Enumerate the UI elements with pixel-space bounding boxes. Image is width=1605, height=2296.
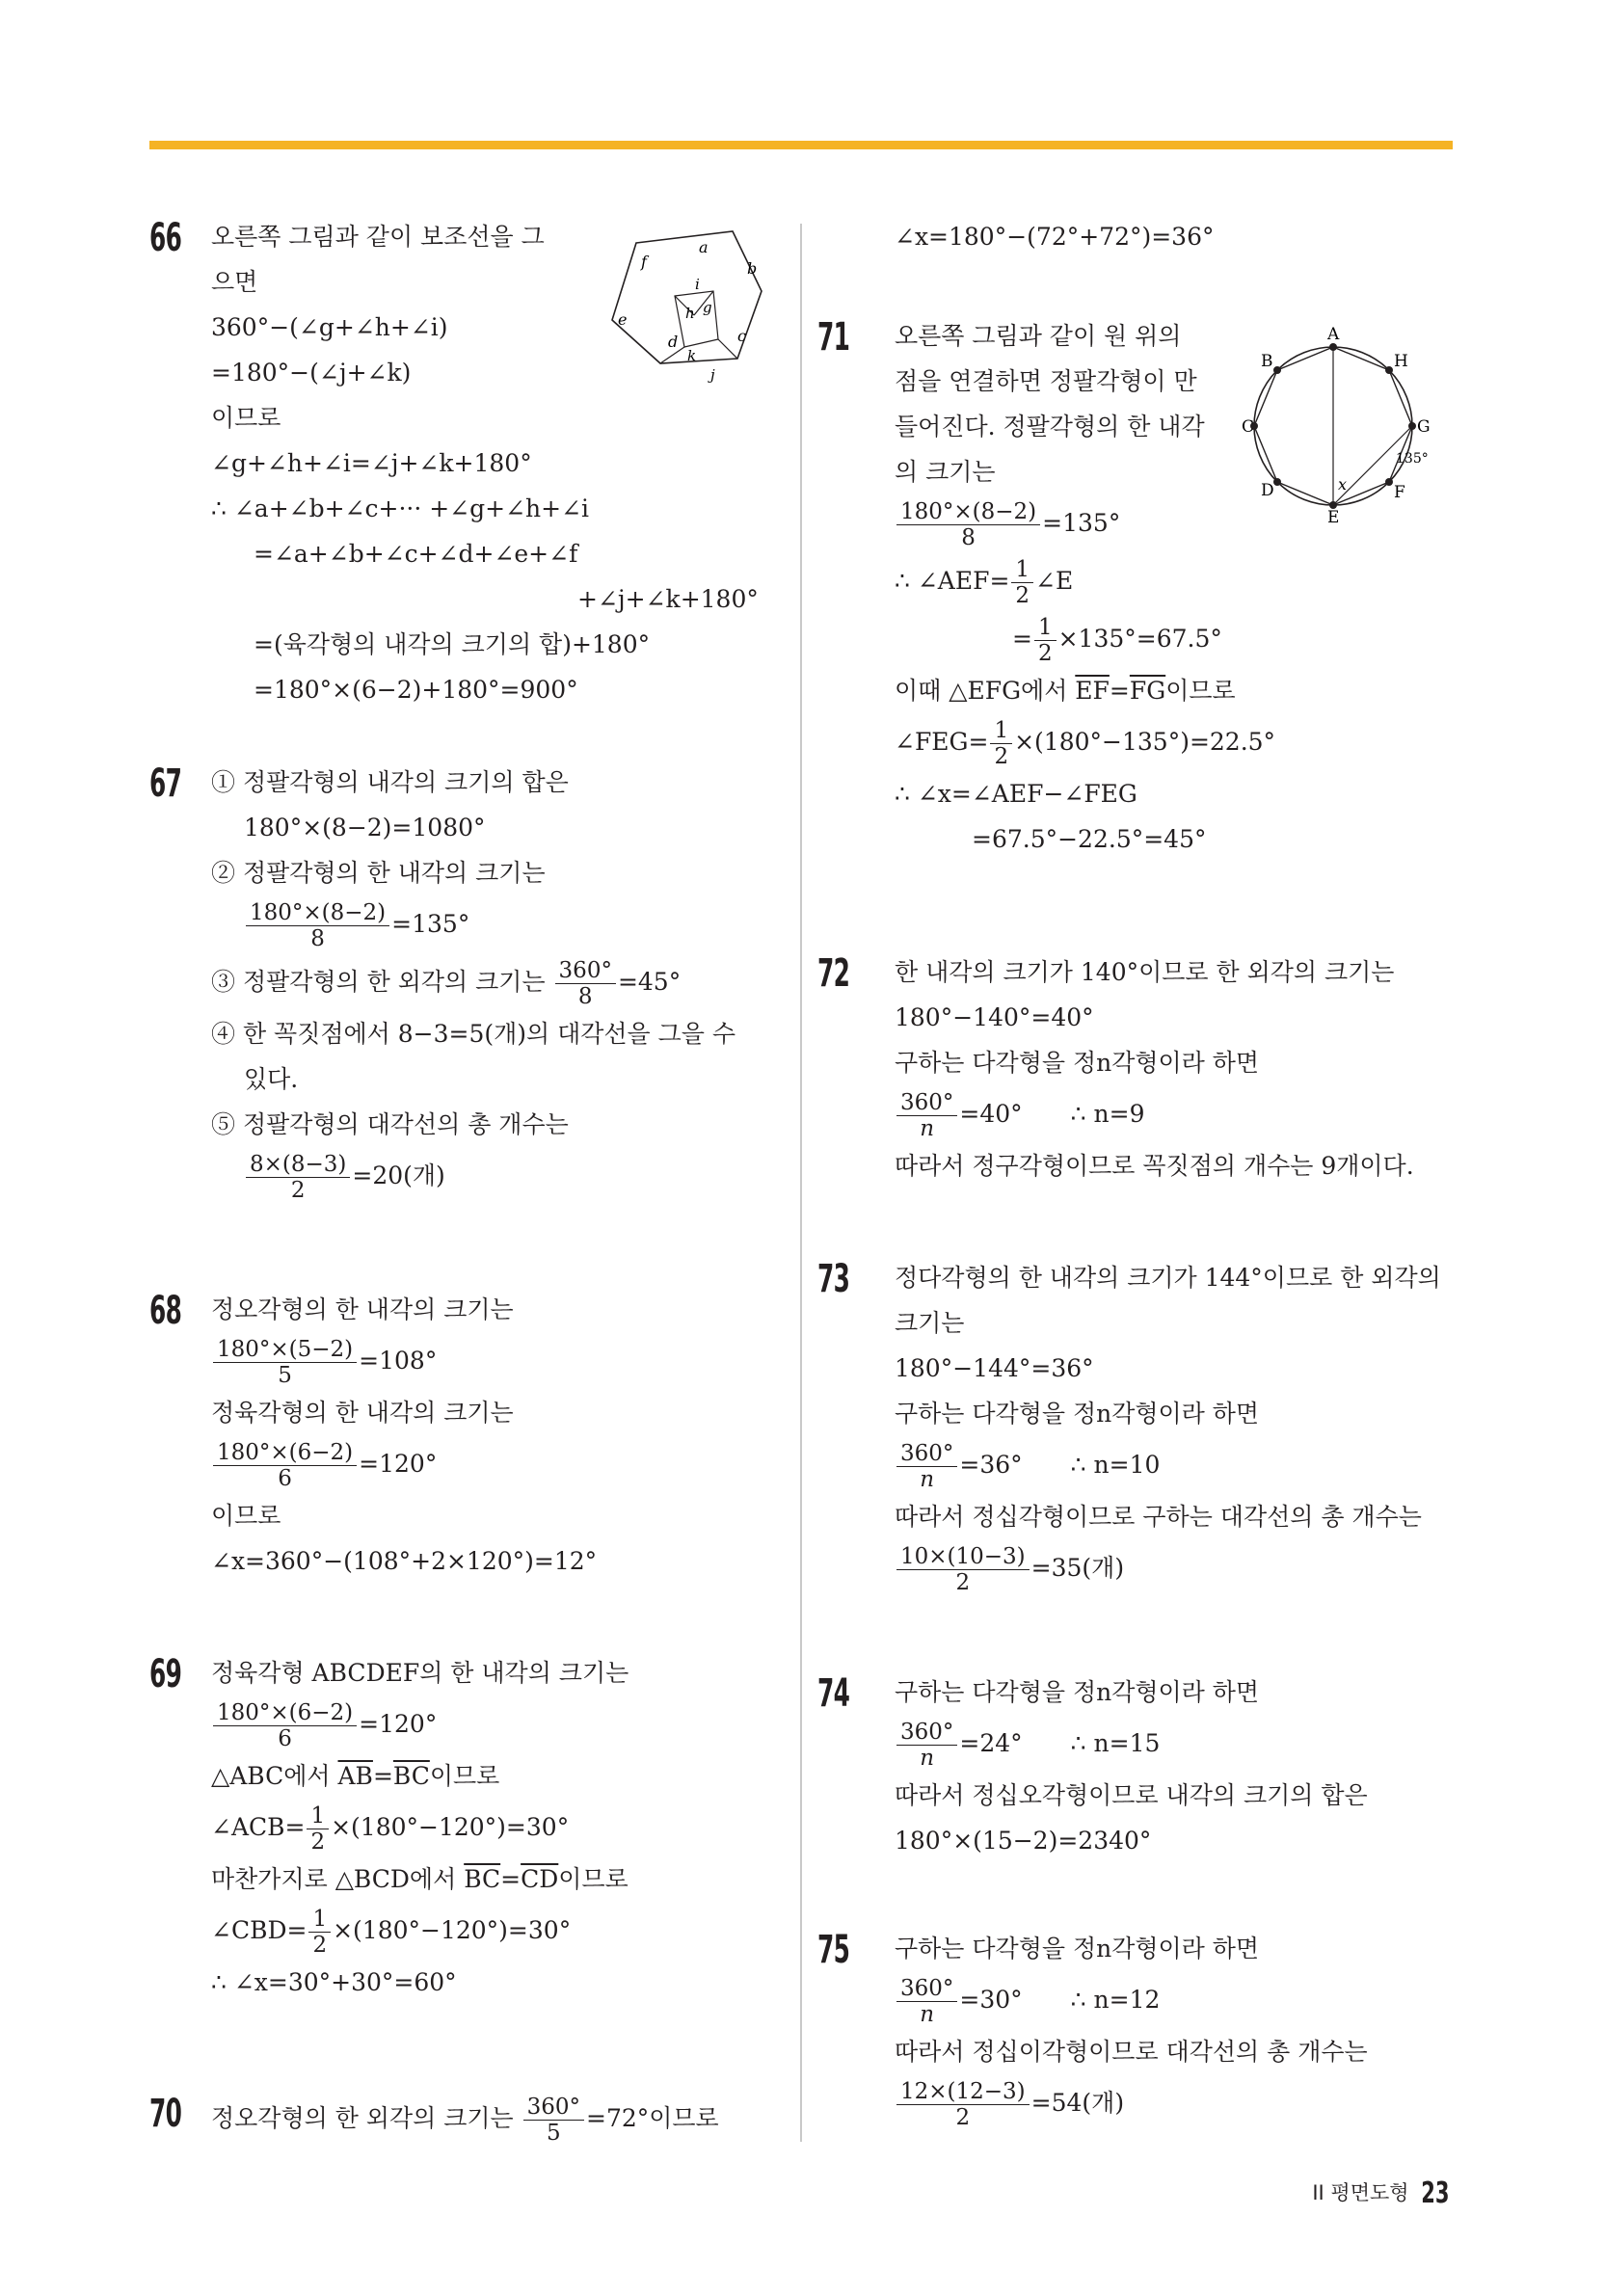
problem-number: 75 xyxy=(817,1928,850,1972)
fraction: $\frac{360^\circ}{8}$ xyxy=(555,958,616,1009)
text-line: 정다각형의 한 내각의 크기가 144°이므로 한 외각의 xyxy=(895,1264,1441,1292)
text-line: 이므로 xyxy=(211,1502,281,1530)
text-line: =67.5°−22.5°=45° xyxy=(972,825,1207,853)
fraction-line: ∴ ∠AEF= $\frac{1}{2}$ ∠E xyxy=(895,557,1074,608)
text-line: =(육각형의 내각의 크기의 합)+180° xyxy=(254,630,651,658)
text-line: 따라서 정십오각형이므로 내각의 크기의 합은 xyxy=(895,1781,1368,1809)
fraction: $\frac{360^\circ}{5}$ xyxy=(523,2095,584,2146)
angle-label: 135° xyxy=(1396,451,1429,467)
text-line: △ABC에서 $\overline{AB}=\overline{BC}$이므로 xyxy=(211,1762,500,1790)
fraction-line: ∠FEG= $\frac{1}{2}$ ×(180°−135°)=22.5° xyxy=(895,718,1276,769)
text-line: 180°−140°=40° xyxy=(895,1003,1094,1031)
text-line: ∠g+∠h+∠i=∠j+∠k+180° xyxy=(211,449,532,477)
fraction: $\frac{1}{2}$ xyxy=(990,718,1012,769)
vertex-label: E xyxy=(1327,508,1340,527)
text-line: 180°×(8−2)=1080° xyxy=(244,814,486,841)
fraction: $\frac{1}{2}$ xyxy=(1034,615,1057,666)
text-line: 180°×(15−2)=2340° xyxy=(895,1827,1152,1855)
page-footer xyxy=(1312,2176,1456,2210)
solution-body xyxy=(211,760,809,1205)
text-line: 있다. xyxy=(244,1065,299,1093)
vertex-label: d xyxy=(668,333,679,351)
problem-number: 68 xyxy=(149,1289,182,1333)
problem-number: 66 xyxy=(149,216,182,260)
solution-body xyxy=(895,214,1492,259)
vertex-label: e xyxy=(618,310,628,329)
text-line: =180°×(6−2)+180°=900° xyxy=(254,676,578,704)
vertex-label: h xyxy=(685,305,695,322)
fraction: $\frac{1}{2}$ xyxy=(1011,557,1033,608)
top-accent-bar xyxy=(149,141,1453,149)
fraction: $\frac{10\times(10-3)}{2}$ xyxy=(896,1544,1030,1595)
text-line: ④ 한 꼭짓점에서 8−3=5(개)의 대각선을 그을 수 xyxy=(211,1020,736,1048)
text-line: 따라서 정십이각형이므로 대각선의 총 개수는 xyxy=(895,2038,1368,2066)
text-line: 구하는 다각형을 정n각형이라 하면 xyxy=(895,1935,1260,1962)
octagon-circle-figure xyxy=(1242,318,1434,530)
vertex-label: a xyxy=(699,238,709,256)
fraction-line: $\frac{12\times(12-3)}{2}$ =54(개) xyxy=(895,2074,1492,2132)
problem-number: 73 xyxy=(817,1257,850,1301)
fraction: $\frac{1}{2}$ xyxy=(308,1907,331,1958)
fraction-line: $\frac{180^\circ\times(8-2)}{8}$ =135° xyxy=(895,494,1492,552)
text-line: 이므로 xyxy=(211,404,281,432)
solution-body xyxy=(211,1650,809,2005)
vertex-label: k xyxy=(687,347,697,364)
text-line: 으면 xyxy=(211,268,258,296)
fraction: $\frac{12\times(12-3)}{2}$ xyxy=(896,2079,1030,2130)
text-line: 180°−144°=36° xyxy=(895,1354,1094,1382)
text-line: 들어진다. 정팔각형의 한 내각 xyxy=(895,413,1205,441)
problem-number: 70 xyxy=(149,2092,182,2136)
problem-number: 72 xyxy=(817,951,850,996)
text-line: 마찬가지로 △BCD에서 $\overline{BC}=\overline{CD}$이므로 xyxy=(211,1865,629,1893)
vertex-label: B xyxy=(1261,352,1273,371)
text-line: 구하는 다각형을 정n각형이라 하면 xyxy=(895,1400,1260,1428)
text-line: 360°−(∠g+∠h+∠i) xyxy=(211,313,448,341)
vertex-label: H xyxy=(1394,352,1408,371)
fraction: $\frac{360^\circ}{n}$ xyxy=(896,1976,957,2027)
text-line: =∠a+∠b+∠c+∠d+∠e+∠f xyxy=(254,540,578,568)
fraction-line: $\frac{360^\circ}{n}$ =40° ∴ n=9 xyxy=(895,1085,1492,1143)
text-line: ∴ ∠x=∠AEF−∠FEG xyxy=(895,780,1137,808)
fraction-line: $\frac{360^\circ}{n}$ =36° ∴ n=10 xyxy=(895,1436,1492,1494)
angle-label: x xyxy=(1338,475,1348,494)
fraction-line: $\frac{180^\circ\times(8-2)}{8}$ =135° xyxy=(211,895,809,953)
section-title: II 평면도형 xyxy=(1312,2181,1409,2204)
text-line: =180°−(∠j+∠k) xyxy=(211,359,412,387)
fraction: $\frac{8\times(8-3)}{2}$ xyxy=(246,1152,350,1203)
solution-body xyxy=(211,2090,809,2148)
text-line: 이때 △EFG에서 $\overline{EF}=\overline{FG}$이므로 xyxy=(895,677,1236,705)
text-line: 오른쪽 그림과 같이 원 위의 xyxy=(895,322,1182,350)
fraction-line: $\frac{10\times(10-3)}{2}$ =35(개) xyxy=(895,1539,1492,1597)
vertex-label: c xyxy=(737,327,746,345)
problem-number: 71 xyxy=(817,315,850,360)
fraction: $\frac{180^\circ\times(6-2)}{6}$ xyxy=(213,1440,357,1491)
vertex-label: g xyxy=(703,299,712,316)
text-line: ② 정팔각형의 한 내각의 크기는 xyxy=(211,859,546,887)
page-number: 23 xyxy=(1421,2176,1450,2210)
vertex-label: G xyxy=(1417,417,1431,437)
problem-number: 69 xyxy=(149,1652,182,1696)
text-line: 오른쪽 그림과 같이 보조선을 그 xyxy=(211,223,545,251)
fraction-line: 정오각형의 한 외각의 크기는 $\frac{360^\circ}{5}$ =72°이므로 xyxy=(211,2095,719,2146)
fraction-line: $\frac{360^\circ}{n}$ =30° ∴ n=12 xyxy=(895,1971,1492,2029)
solution-body xyxy=(895,949,1492,1188)
vertex-label: A xyxy=(1327,325,1340,344)
text-line: 구하는 다각형을 정n각형이라 하면 xyxy=(895,1678,1260,1706)
text-line: 한 내각의 크기가 140°이므로 한 외각의 크기는 xyxy=(895,958,1395,986)
fraction-line: ∠CBD= $\frac{1}{2}$ ×(180°−120°)=30° xyxy=(211,1907,572,1958)
vertex-label: D xyxy=(1261,481,1274,500)
text-line: ⑤ 정팔각형의 대각선의 총 개수는 xyxy=(211,1110,569,1138)
text-line: 따라서 정십각형이므로 구하는 대각선의 총 개수는 xyxy=(895,1503,1422,1531)
fraction: $\frac{1}{2}$ xyxy=(307,1803,329,1855)
solution-body xyxy=(895,1669,1492,1863)
fraction: $\frac{360^\circ}{n}$ xyxy=(896,1090,957,1141)
text-line: 정오각형의 한 내각의 크기는 xyxy=(211,1295,514,1323)
vertex-label: F xyxy=(1394,483,1405,502)
vertex-label: C xyxy=(1242,417,1255,437)
text-line: 점을 연결하면 정팔각형이 만 xyxy=(895,367,1197,395)
fraction: $\frac{180^\circ\times(5-2)}{5}$ xyxy=(213,1337,357,1388)
problem-number: 67 xyxy=(149,761,182,806)
text-line: 따라서 정구각형이므로 꼭짓점의 개수는 9개이다. xyxy=(895,1152,1414,1180)
fraction-line: $\frac{180^\circ\times(6-2)}{6}$ =120° xyxy=(211,1435,809,1493)
fraction: $\frac{180^\circ\times(8-2)}{8}$ xyxy=(896,499,1040,550)
fraction-line: $\frac{180^\circ\times(5-2)}{5}$ =108° xyxy=(211,1332,809,1390)
solution-body xyxy=(211,1287,809,1584)
text-line: ∴ ∠a+∠b+∠c+··· +∠g+∠h+∠i xyxy=(211,494,590,522)
vertex-label: f xyxy=(641,253,647,271)
polygon-figure xyxy=(602,224,776,387)
vertex-label: i xyxy=(695,276,700,293)
text-line: 정육각형의 한 내각의 크기는 xyxy=(211,1399,514,1427)
fraction-line: ∠ACB= $\frac{1}{2}$ ×(180°−120°)=30° xyxy=(211,1803,570,1855)
fraction-line: $\frac{8\times(8-3)}{2}$ =20(개) xyxy=(211,1147,809,1205)
text-line: 정육각형 ABCDEF의 한 내각의 크기는 xyxy=(211,1659,629,1687)
fraction: $\frac{360^\circ}{n}$ xyxy=(896,1720,957,1771)
text-line: ∠x=360°−(108°+2×120°)=12° xyxy=(211,1547,598,1575)
fraction-line: = $\frac{1}{2}$ ×135°=67.5° xyxy=(1012,615,1222,666)
fraction: $\frac{180^\circ\times(8-2)}{8}$ xyxy=(246,900,389,951)
fraction-line: $\frac{180^\circ\times(6-2)}{6}$ =120° xyxy=(211,1695,809,1753)
solution-body xyxy=(895,1926,1492,2132)
vertex-label: b xyxy=(747,259,758,278)
text-line: ∴ ∠x=30°+30°=60° xyxy=(211,1968,457,1996)
text-line: 크기는 xyxy=(895,1309,965,1337)
solution-body xyxy=(895,1255,1492,1597)
problem-number: 74 xyxy=(817,1671,850,1716)
fraction-line: $\frac{360^\circ}{n}$ =24° ∴ n=15 xyxy=(895,1715,1492,1773)
text-line: 의 크기는 xyxy=(895,458,996,486)
text-line: ∠x=180°−(72°+72°)=36° xyxy=(895,223,1215,251)
fraction: $\frac{360^\circ}{n}$ xyxy=(896,1441,957,1492)
fraction: $\frac{180^\circ\times(6-2)}{6}$ xyxy=(213,1700,357,1751)
text-line: +∠j+∠k+180° xyxy=(577,585,759,613)
text-line: ① 정팔각형의 내각의 크기의 합은 xyxy=(211,768,569,796)
text-line: 구하는 다각형을 정n각형이라 하면 xyxy=(895,1049,1260,1077)
fraction-line: ③ 정팔각형의 한 외각의 크기는 $\frac{360^\circ}{8}$ =45° xyxy=(211,958,682,1009)
vertex-label: j xyxy=(710,366,715,384)
